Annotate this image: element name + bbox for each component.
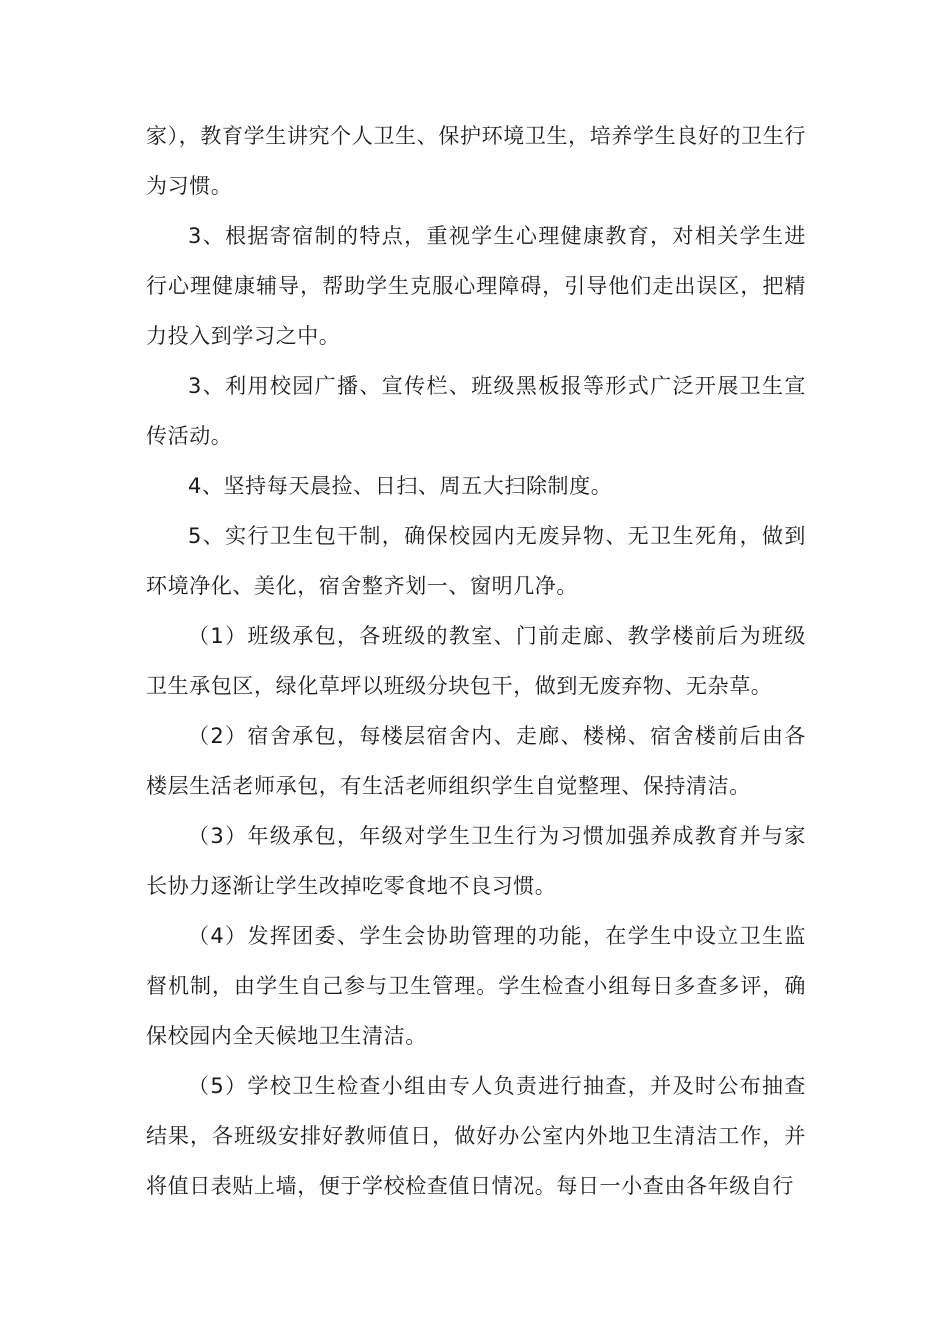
paragraph-responsibility-system: 5、实行卫生包干制，确保校园内无废异物、无卫生死角，做到环境净化、美化，宿舍整齐划一、窗明几净。 — [146, 524, 806, 598]
paragraph-mental-health: 3、根据寄宿制的特点，重视学生心理健康教育，对相关学生进行心理健康辅导，帮助学生克服心理障碍，引导他们走出误区，把精力投入到学习之中。 — [146, 224, 806, 348]
paragraph-cleaning-schedule: 4、坚持每天晨捡、日扫、周五大扫除制度。 — [188, 474, 613, 498]
document-page — [146, 111, 806, 1211]
paragraph-student-union: （4）发挥团委、学生会协助管理的功能，在学生中设立卫生监督机制，由学生自己参与卫生管理。学生检查小组每日多查多评，确保校园内全天候地卫生清洁。 — [146, 924, 806, 1048]
paragraph-dorm-contract: （2）宿舍承包，每楼层宿舍内、走廊、楼梯、宿舍楼前后由各楼层生活老师承包，有生活老师组织学生自觉整理、保持清洁。 — [146, 724, 806, 798]
paragraph-publicity: 3、利用校园广播、宣传栏、班级黑板报等形式广泛开展卫生宣传活动。 — [146, 374, 806, 448]
paragraph-inspection-team: （5）学校卫生检查小组由专人负责进行抽查，并及时公布抽查结果，各班级安排好教师值日，做好办公室内外地卫生清洁工作，并将值日表贴上墙，便于学校检查值日情况。每日一小查由各年级自行 — [146, 1074, 806, 1198]
paragraph-class-contract: （1）班级承包，各班级的教室、门前走廊、教学楼前后为班级卫生承包区，绿化草坪以班级分块包干，做到无废弃物、无杂草。 — [146, 624, 806, 698]
paragraph-grade-contract: （3）年级承包，年级对学生卫生行为习惯加强养成教育并与家长协力逐渐让学生改掉吃零食地不良习惯。 — [146, 824, 806, 898]
paragraph-hygiene-habits: 家），教育学生讲究个人卫生、保护环境卫生，培养学生良好的卫生行为习惯。 — [146, 124, 806, 198]
